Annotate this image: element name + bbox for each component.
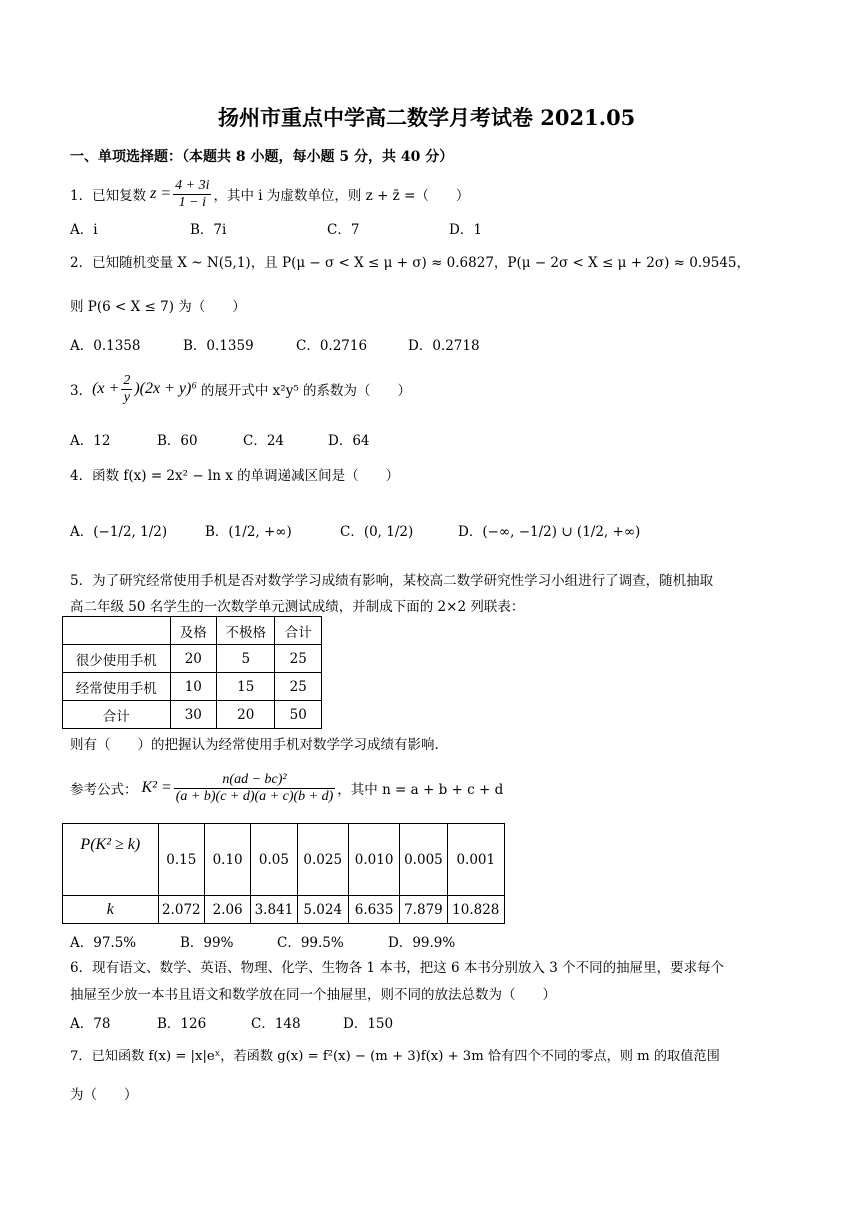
question-4-stem: 4．函数 f(x) = 2x² − ln x 的单调递减区间是（ ） (70, 468, 400, 484)
ct-cell: 5 (217, 645, 275, 673)
q3-prefix: 3． (70, 383, 93, 399)
kt-k-value: 5.024 (297, 896, 348, 924)
q3-frac-den: y (123, 389, 130, 405)
ct-cell: 15 (217, 673, 275, 701)
kt-p-label: P(K² ≥ k) (63, 824, 159, 896)
q3-frac-num: 2 (123, 372, 131, 388)
question-5-line1: 5．为了研究经常使用手机是否对数学学习成绩有影响，某校高二数学研究性学习小组进行了调查，随机抽取 (70, 573, 714, 589)
ct-cell: 合计 (63, 701, 171, 729)
ct-header-blank (63, 617, 171, 645)
q3-expr-b: )(2x + y)⁶ (134, 380, 197, 397)
q3-fraction (121, 373, 132, 406)
kt-p-value: 0.025 (297, 824, 348, 896)
q1-frac-num: 4 + 3i (175, 177, 210, 193)
q1-frac-den: 1 − i (178, 194, 206, 210)
q3-expr-a: (x + (92, 380, 120, 397)
critical-value-table (62, 823, 505, 924)
q1-option-b[interactable]: B．7i (190, 222, 227, 238)
ct-header: 及格 (170, 617, 217, 645)
reference-formula (70, 766, 503, 810)
page-title: 扬州市重点中学高二数学月考试卷 2021.05 (218, 105, 636, 130)
contingency-table (62, 616, 322, 729)
q4-option-a[interactable]: A．(−1/2, 1/2) (70, 524, 168, 540)
q2-option-b[interactable]: B．0.1359 (183, 338, 254, 354)
ct-cell: 50 (275, 701, 322, 729)
q1-fraction (173, 178, 211, 211)
kt-p-value: 0.001 (447, 824, 504, 896)
ct-header: 合计 (275, 617, 322, 645)
q1-option-d[interactable]: D．1 (449, 222, 482, 238)
q5-option-d[interactable]: D．99.9% (388, 935, 456, 951)
section-heading: 一、单项选择题：（本题共 8 小题，每小题 5 分，共 40 分） (70, 149, 454, 165)
ct-header: 不极格 (217, 617, 275, 645)
formula-label: 参考公式： (70, 782, 138, 798)
question-6-line1: 6．现有语文、数学、英语、物理、化学、生物各 1 本书，把这 6 本书分别放入 3 个不同的抽屉里，要求每个 (70, 960, 725, 976)
formula-lhs: K² = (141, 779, 172, 796)
question-2-stem: 2．已知随机变量 X ~ N(5,1)，且 P(μ − σ < X ≤ μ + σ) ≈ 0.6827，P(μ − 2σ < X ≤ μ + 2σ) ≈ 0.9545， (70, 255, 750, 271)
table-row (63, 645, 322, 673)
q5-option-c[interactable]: C．99.5% (277, 935, 344, 951)
q2-option-c[interactable]: C．0.2716 (296, 338, 368, 354)
q3-option-a[interactable]: A．12 (70, 433, 111, 449)
question-7-line2: 为（ ） (70, 1087, 138, 1103)
formula-fraction (174, 772, 336, 805)
formula-den: (a + b)(c + d)(a + c)(b + d) (175, 788, 334, 804)
question-5-line2: 高二年级 50 名学生的一次数学单元测试成绩，并制成下面的 2×2 列联表： (70, 599, 525, 615)
kt-k-value: 10.828 (447, 896, 504, 924)
question-3-stem (70, 364, 411, 414)
q6-option-d[interactable]: D．150 (343, 1016, 394, 1032)
question-6-line2: 抽屉至少放一本书且语文和数学放在同一个抽屉里，则不同的放法总数为（ ） (70, 987, 556, 1003)
q1-prefix: 1．已知复数 (70, 188, 147, 204)
kt-k-value: 7.879 (400, 896, 447, 924)
q1-z-eq: z = (150, 185, 172, 202)
q2-option-a[interactable]: A．0.1358 (70, 338, 141, 354)
q1-option-c[interactable]: C．7 (327, 222, 360, 238)
q3-option-d[interactable]: D．64 (328, 433, 370, 449)
formula-num: n(ad − bc)² (174, 772, 336, 789)
q4-option-d[interactable]: D．(−∞, −1/2) ∪ (1/2, +∞) (458, 524, 641, 540)
ct-cell: 很少使用手机 (63, 645, 171, 673)
q1-option-a[interactable]: A．i (70, 222, 98, 238)
q5-option-a[interactable]: A．97.5% (70, 935, 137, 951)
q3-option-c[interactable]: C．24 (243, 433, 285, 449)
ct-cell: 20 (217, 701, 275, 729)
ct-cell: 20 (170, 645, 217, 673)
question-5-line3: 则有（ ）的把握认为经常使用手机对数学学习成绩有影响. (70, 737, 439, 753)
kt-p-value: 0.005 (400, 824, 447, 896)
ct-cell: 25 (275, 673, 322, 701)
question-1-stem (70, 172, 469, 216)
kt-k-value: 2.06 (204, 896, 250, 924)
formula-post: ，其中 n = a + b + c + d (337, 782, 504, 798)
q1-suffix: ，其中 i 为虚数单位，则 z + z̄ =（ ） (213, 188, 470, 204)
kt-k-value: 2.072 (158, 896, 204, 924)
q3-option-b[interactable]: B．60 (157, 433, 198, 449)
ct-cell: 30 (170, 701, 217, 729)
ct-cell: 10 (170, 673, 217, 701)
kt-k-label: k (63, 896, 159, 924)
question-7-line1: 7．已知函数 f(x) = |x|eˣ，若函数 g(x) = f²(x) − (m + 3)f(x) + 3m 恰有四个不同的零点，则 m 的取值范围 (70, 1049, 720, 1064)
kt-p-value: 0.05 (251, 824, 297, 896)
table-row (63, 673, 322, 701)
q3-suffix: 的展开式中 x²y⁵ 的系数为（ ） (200, 383, 412, 399)
q4-option-b[interactable]: B．(1/2, +∞) (205, 524, 292, 540)
q5-option-b[interactable]: B．99% (180, 935, 234, 951)
q6-option-c[interactable]: C．148 (251, 1016, 301, 1032)
q4-option-c[interactable]: C．(0, 1/2) (340, 524, 414, 540)
kt-k-value: 6.635 (348, 896, 399, 924)
ct-cell: 25 (275, 645, 322, 673)
kt-p-value: 0.010 (348, 824, 399, 896)
kt-k-value: 3.841 (251, 896, 297, 924)
q6-option-a[interactable]: A．78 (70, 1016, 111, 1032)
kt-p-value: 0.15 (158, 824, 204, 896)
q2-option-d[interactable]: D．0.2718 (408, 338, 480, 354)
question-2-line2: 则 P(6 < X ≤ 7) 为（ ） (70, 299, 246, 315)
kt-p-value: 0.10 (204, 824, 250, 896)
table-row (63, 701, 322, 729)
ct-cell: 经常使用手机 (63, 673, 171, 701)
q6-option-b[interactable]: B．126 (157, 1016, 207, 1032)
